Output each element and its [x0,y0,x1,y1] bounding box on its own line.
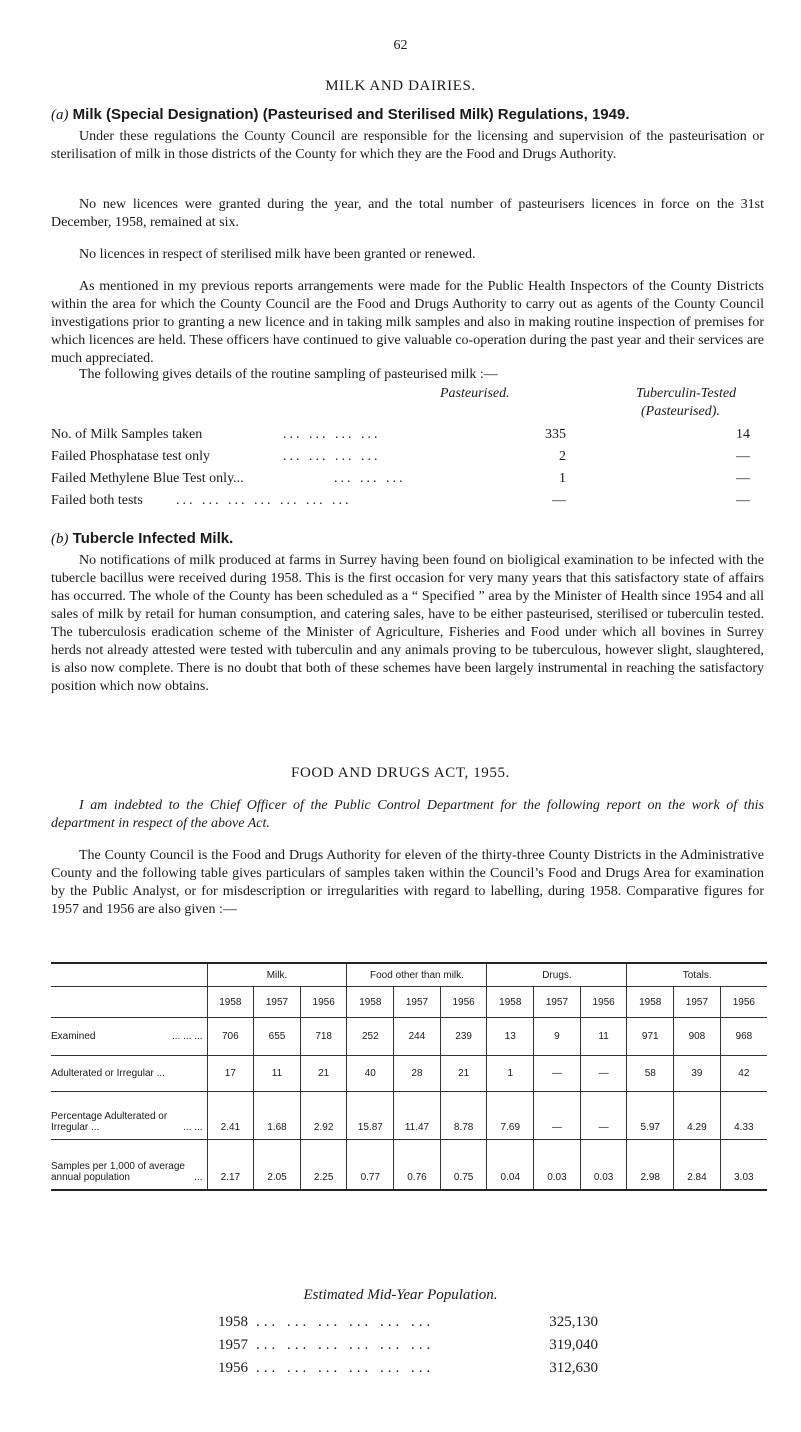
group-milk: Milk. [207,963,347,987]
paragraph-authority: The County Council is the Food and Drugs Authority for eleven of the thirty-three County Districts in the Administrative County and the following table gives particulars of samples taken within the Council’s Food and Drugs Area for examination by the Public Analyst, or for misdescription or irregularities with regard to labelling, during 1958. Comparative figures for 1957 and 1956 are also given :— [51,848,764,917]
population-heading: Estimated Mid-Year Population. [303,1287,498,1303]
section-b-heading [51,530,771,548]
year-header: 1958 [207,987,254,1018]
leader-dots: ... ... ... ... ... ... [256,1314,435,1330]
year-label-cell [51,987,207,1018]
year-header: 1957 [674,987,721,1018]
paragraph-acknowledgement: I am indebted to the Chief Officer of the Public Control Department for the following report on the work of this department in respect of the above Act. [51,798,764,831]
table-cell: 0.03 [534,1140,581,1190]
table-cell: 252 [347,1018,394,1056]
year-header: 1957 [254,987,301,1018]
table-row [51,1018,767,1056]
table-cell: 9 [534,1018,581,1056]
leader-dots: ... ... ... [334,471,406,486]
table-cell: 655 [254,1018,301,1056]
table-cell: 21 [440,1056,487,1092]
table-cell: 239 [440,1018,487,1056]
section-a-title: Milk (Special Designation) (Pasteurised and Sterilised Milk) Regulations, 1949. [72,106,630,123]
population-value: 319,040 [549,1337,598,1353]
table-cell: 0.76 [394,1140,441,1190]
table-cell: 706 [207,1018,254,1056]
pasteurised-value: 2 [559,449,566,464]
table-cell: 0.75 [440,1140,487,1190]
section-b-letter: (b) [51,531,69,547]
sampling-row-label: Failed Phosphatase test only [51,449,211,464]
row-label: Adulterated or Irregular ... [51,1068,165,1079]
year-header: 1956 [440,987,487,1018]
table-cell: — [534,1056,581,1092]
table-corner [51,963,207,987]
table-cell: 58 [627,1056,674,1092]
paragraph-tubercle: No notifications of milk produced at farms in Surrey having been found on bioligical examination to be infected with the tubercle bacillus were received during 1958. This is the first occasion for very many years that this satisfactory state of affairs has occurred. The whole of the County has been scheduled as a “ Specified ” area by the Minister of Health since 1954 and all sales of milk by retail for human consumption, and catering sales, have to be either pasteurised, sterilised or tuberculin tested. The tuberculosis eradication scheme of the Minister of Agriculture, Fisheries and Food under which all bovines in Surrey herds not already attested were tested with tuberculin and any animals proving to be tuberculous, however slight, slaughtered, is also now complete. There is no doubt that both of these schemes have been largely instrumental in reaching the satisfactory position which now obtains. [51,553,764,694]
pasteurised-value: — [552,493,566,508]
table-cell: 5.97 [627,1092,674,1140]
leader-dots: ... ... ... ... [283,427,381,442]
table-cell: 908 [674,1018,721,1056]
sampling-row-label: No. of Milk Samples taken [51,427,203,442]
row-label-cell [51,1092,207,1140]
col-tt-heading-2: (Pasteurised). [641,404,720,419]
table-cell: 0.04 [487,1140,534,1190]
year-header: 1957 [534,987,581,1018]
section-b-title: Tubercle Infected Milk. [72,530,234,547]
paragraph-no-new-licences: No new licences were granted during the year, and the total number of pasteurisers licences in force on the 31st December, 1958, remained at six. [51,197,764,230]
leader-dots: ... ... ... ... ... ... [256,1360,435,1376]
table-cell: 42 [720,1056,767,1092]
table-cell: 8.78 [440,1092,487,1140]
table-cell: 2.05 [254,1140,301,1190]
table-cell: 28 [394,1056,441,1092]
col-pasteurised-heading: Pasteurised. [440,386,510,401]
sampling-row-label: Failed both tests [51,493,143,508]
leader-dots: ... ... ... ... ... ... [256,1337,435,1353]
table-cell: 968 [720,1018,767,1056]
population-value: 312,630 [549,1360,598,1376]
sampling-row [51,449,766,469]
row-label: Percentage Adulterated or [51,1111,168,1122]
row-label-cell [51,1056,207,1092]
group-drugs: Drugs. [487,963,627,987]
table-row [51,1140,767,1190]
table-cell: 13 [487,1018,534,1056]
year-header: 1958 [627,987,674,1018]
year-header: 1958 [347,987,394,1018]
table-row [51,1056,767,1092]
table-cell: 15.87 [347,1092,394,1140]
table-cell: 2.41 [207,1092,254,1140]
leader-dots: ... [194,1171,203,1183]
table-cell: 2.84 [674,1140,721,1190]
table-cell: 11 [254,1056,301,1092]
food-and-drugs-heading: FOOD AND DRUGS ACT, 1955. [291,765,510,781]
year-header: 1956 [720,987,767,1018]
table-cell: 718 [300,1018,347,1056]
leader-dots: ... ... ... ... ... ... ... [176,493,352,508]
samples-table [51,962,767,1191]
table-cell: — [534,1092,581,1140]
sampling-row [51,471,766,491]
tt-value: — [736,493,750,508]
population-value: 325,130 [549,1314,598,1330]
year-header: 1958 [487,987,534,1018]
table-cell: 2.98 [627,1140,674,1190]
row-label-cont: annual population [51,1171,130,1183]
table-cell: 3.03 [720,1140,767,1190]
section-a-letter: (a) [51,107,69,123]
population-year: 1956 [218,1360,248,1376]
table-cell: 7.69 [487,1092,534,1140]
table-cell: 4.29 [674,1092,721,1140]
table-cell: 0.03 [580,1140,627,1190]
paragraph-sterilised: No licences in respect of sterilised milk have been granted or renewed. [79,247,476,262]
table-group-header-row [51,963,767,987]
leader-dots: ... ... [183,1122,203,1133]
table-cell: 244 [394,1018,441,1056]
sampling-row-label: Failed Methylene Blue Test only... [51,471,244,486]
table-cell: 0.77 [347,1140,394,1190]
year-header: 1956 [580,987,627,1018]
table-cell: 40 [347,1056,394,1092]
table-cell: 4.33 [720,1092,767,1140]
pasteurised-value: 1 [559,471,566,486]
table-year-header-row [51,987,767,1018]
table-cell: — [580,1056,627,1092]
table-cell: 971 [627,1018,674,1056]
tt-value: — [736,471,750,486]
row-label: Examined [51,1031,96,1042]
table-cell: 39 [674,1056,721,1092]
paragraph-licensing: Under these regulations the County Council are responsible for the licensing and supervision of the pasteurisation or sterilisation of milk in those districts of the County for which they are the Food and Drugs Authority. [51,129,764,162]
leader-dots: ... ... ... [171,1031,203,1042]
population-row [218,1337,598,1357]
pasteurised-value: 335 [545,427,566,442]
population-year: 1957 [218,1337,248,1353]
leader-dots: ... ... ... ... [283,449,381,464]
row-label-cell [51,1018,207,1056]
paragraph-sampling-intro: The following gives details of the routine sampling of pasteurised milk :— [79,367,498,382]
section-a-heading [51,106,771,124]
table-cell: 11.47 [394,1092,441,1140]
milk-and-dairies-heading: MILK AND DAIRIES. [325,78,476,94]
population-row [218,1360,598,1380]
row-label: Samples per 1,000 of average [51,1160,185,1172]
tt-value: — [736,449,750,464]
table-row [51,1092,767,1140]
sampling-row [51,493,766,513]
table-cell: 21 [300,1056,347,1092]
row-label-cont: Irregular ... [51,1122,100,1133]
population-year: 1958 [218,1314,248,1330]
page-number: 62 [393,38,408,53]
table-cell: 1 [487,1056,534,1092]
group-totals: Totals. [627,963,767,987]
table-cell: 2.25 [300,1140,347,1190]
year-header: 1957 [394,987,441,1018]
sampling-row [51,427,766,447]
table-cell: 17 [207,1056,254,1092]
group-food: Food other than milk. [347,963,487,987]
row-label-cell [51,1140,207,1190]
population-row [218,1314,598,1334]
table-cell: — [580,1092,627,1140]
paragraph-inspectors: As mentioned in my previous reports arrangements were made for the Public Health Inspectors of the County Districts within the area for which the County Council are the Food and Drugs Authority to carry out as agents of the County Council investigations prior to granting a new licence and in taking milk samples and also in making routine inspection of premises for which licences are held. These officers have continued to give valuable co-operation during the past year and their services are much appreciated. [51,279,764,366]
table-cell: 11 [580,1018,627,1056]
table-cell: 2.17 [207,1140,254,1190]
table-cell: 2.92 [300,1092,347,1140]
table-cell: 1.68 [254,1092,301,1140]
col-tt-heading-1: Tuberculin-Tested [636,386,737,401]
tt-value: 14 [736,427,750,442]
year-header: 1956 [300,987,347,1018]
